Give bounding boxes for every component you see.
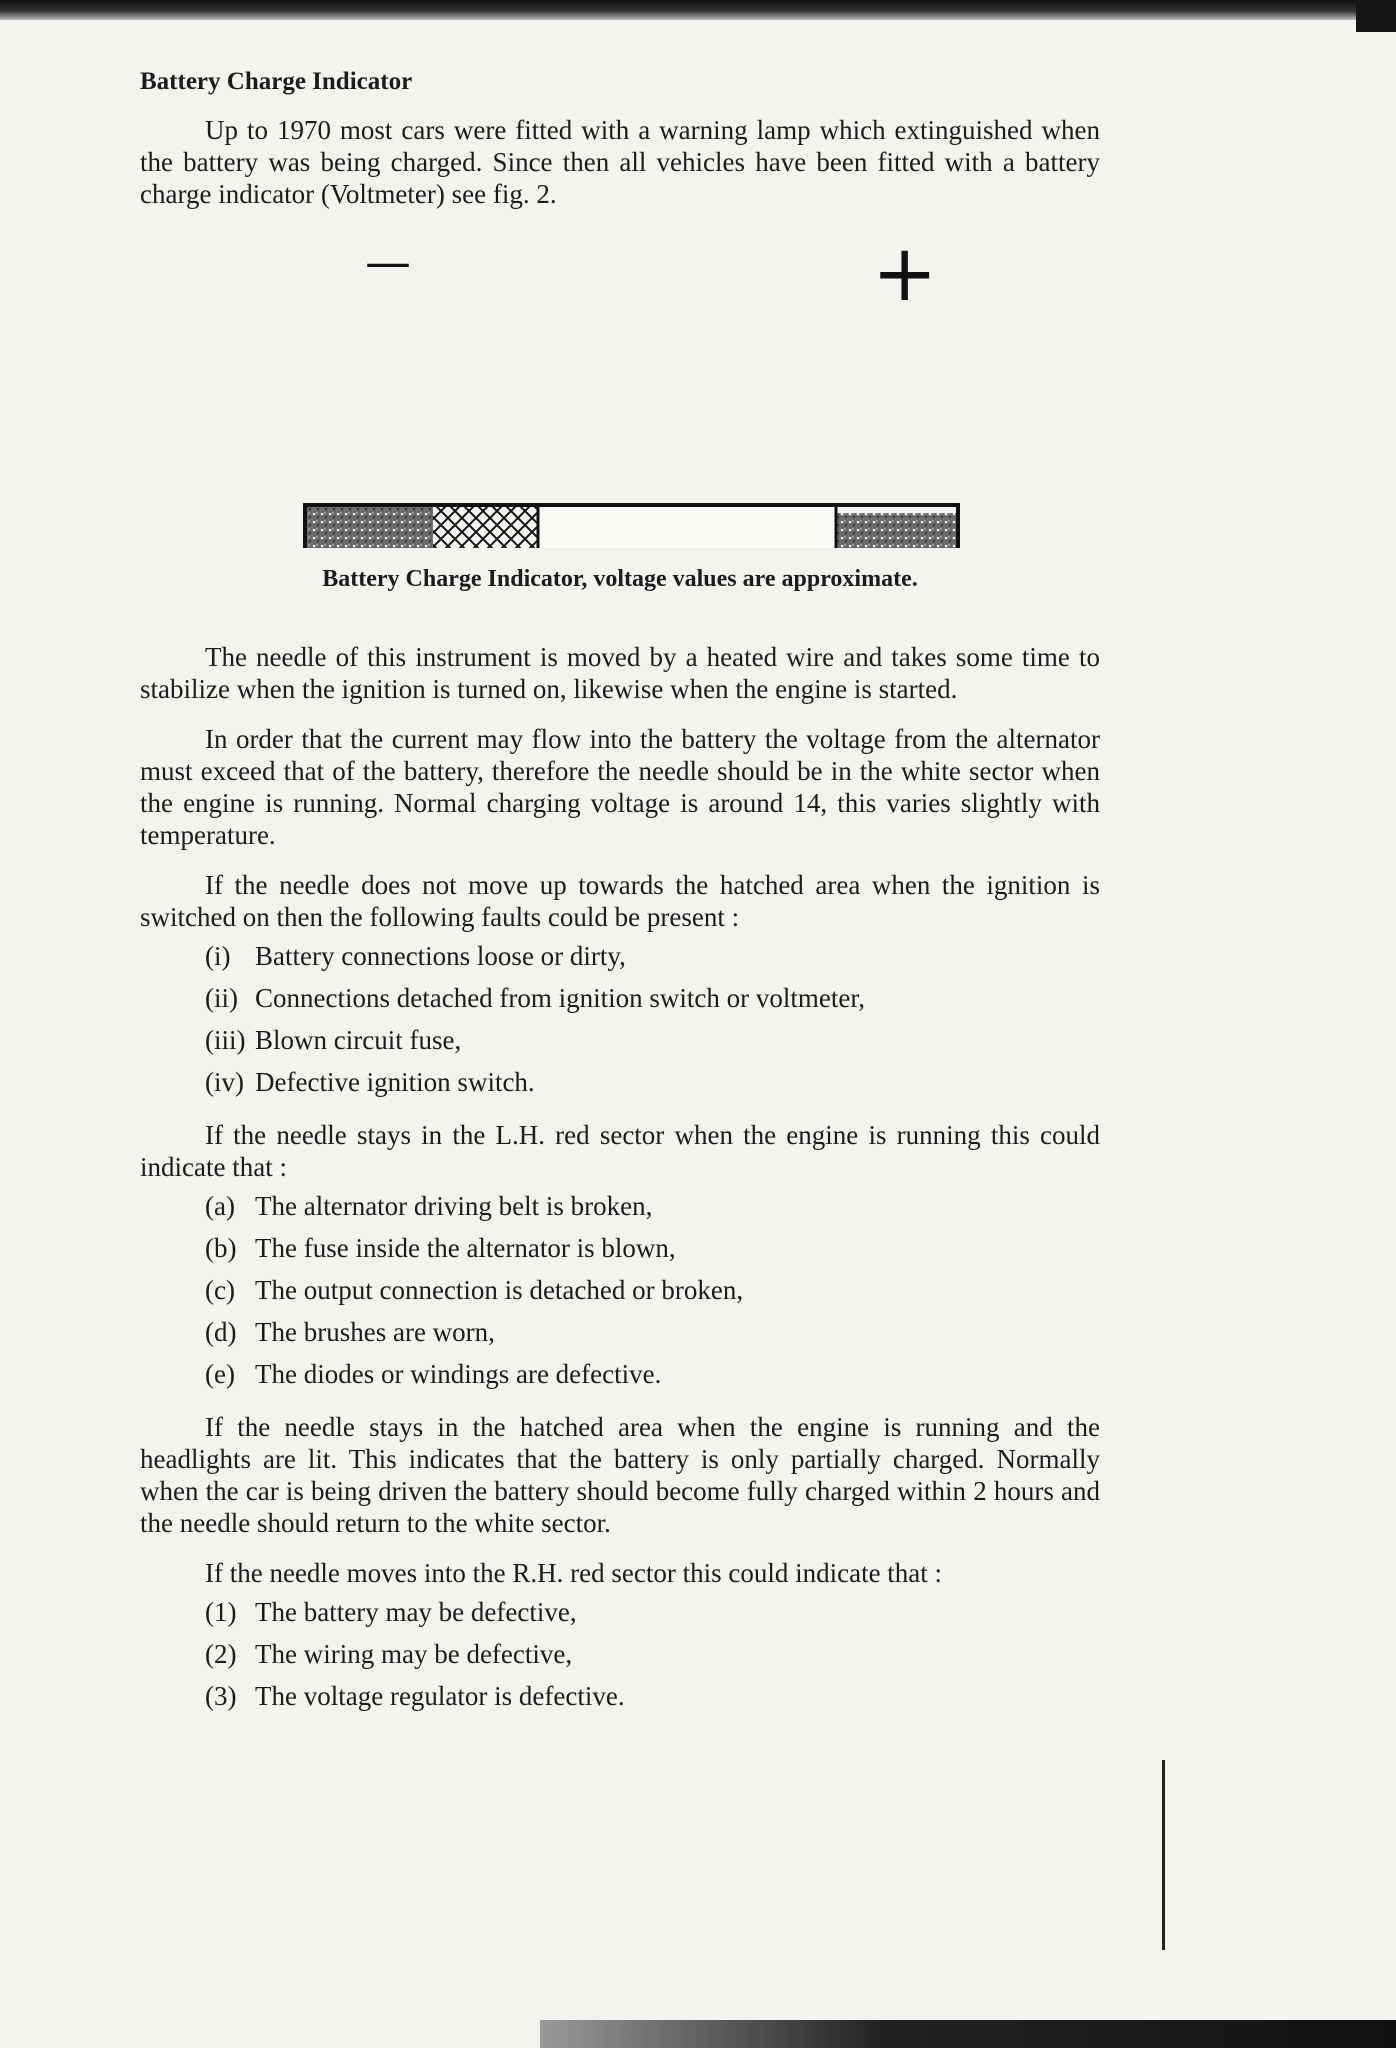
paragraph-rh-sector: If the needle moves into the R.H. red sector this could indicate that : xyxy=(205,1558,943,1588)
scan-top-corner xyxy=(1356,0,1396,32)
scan-top-edge xyxy=(0,0,1396,20)
right-red-area xyxy=(836,513,958,548)
list-item: (d) The brushes are worn, xyxy=(205,1317,495,1347)
list-item: (a) The alternator driving belt is broken, xyxy=(205,1191,653,1221)
list-item: (3) The voltage regulator is defective. xyxy=(205,1681,625,1711)
list-item: (1) The battery may be defective, xyxy=(205,1597,577,1627)
indicator-diagram xyxy=(140,228,1100,548)
left-red-area xyxy=(305,505,433,548)
section-heading: Battery Charge Indicator xyxy=(140,68,413,95)
lh-causes-list xyxy=(205,1189,1100,1391)
hatched-area xyxy=(433,505,538,548)
minus-symbol: — xyxy=(365,235,411,289)
faults-list xyxy=(205,939,1100,1099)
list-item: (ii) Connections detached from ignition switch or voltmeter, xyxy=(205,983,866,1013)
list-item: (e) The diodes or windings are defective. xyxy=(205,1359,662,1389)
rh-causes-list xyxy=(205,1595,1100,1713)
paragraph-faults-intro: If the needle does not move up towards the hatched area when the ignition is switched on then the following faults could be present : xyxy=(140,870,1100,932)
paragraph-hatched: If the needle stays in the hatched area when the engine is running and the headlights are lit. This indicates that the battery is only partially charged. Normally when the car is being driven the battery should become fully charged within 2 hours and the needle should return to the white sector. xyxy=(140,1412,1100,1538)
scan-bottom-edge xyxy=(540,2020,1396,2048)
margin-mark xyxy=(1162,1760,1165,1950)
paragraph-lh-sector: If the needle stays in the L.H. red sector when the engine is running this could indicate that : xyxy=(140,1120,1100,1182)
list-item: (iii) Blown circuit fuse, xyxy=(205,1025,462,1055)
figure-caption: Battery Charge Indicator, voltage values are approximate. xyxy=(322,566,918,592)
battery-indicator-figure xyxy=(140,228,1100,548)
list-item: (i) Battery connections loose or dirty, xyxy=(205,941,626,971)
document-page xyxy=(140,60,1100,1733)
paragraph-current: In order that the current may flow into the battery the voltage from the alternator must exceed that of the battery, therefore the needle should be in the white sector when the engine is running. Normal charging voltage is around 14, this varies slightly with temperature. xyxy=(140,724,1100,850)
white-sector xyxy=(538,505,836,548)
list-item: (iv) Defective ignition switch. xyxy=(205,1067,535,1097)
list-item: (2) The wiring may be defective, xyxy=(205,1639,573,1669)
intro-paragraph: Up to 1970 most cars were fitted with a warning lamp which extinguished when the battery was being charged. Since then all vehicles have been fitted with a battery charge indicator (Voltmeter) see fig. 2. xyxy=(140,115,1100,209)
plus-symbol: + xyxy=(872,229,938,319)
list-item: (c) The output connection is detached or broken, xyxy=(205,1275,744,1305)
scale-bar xyxy=(305,505,958,548)
paragraph-needle: The needle of this instrument is moved by a heated wire and takes some time to stabilize when the ignition is turned on, likewise when the engine is started. xyxy=(140,642,1100,704)
list-item: (b) The fuse inside the alternator is blown, xyxy=(205,1233,676,1263)
